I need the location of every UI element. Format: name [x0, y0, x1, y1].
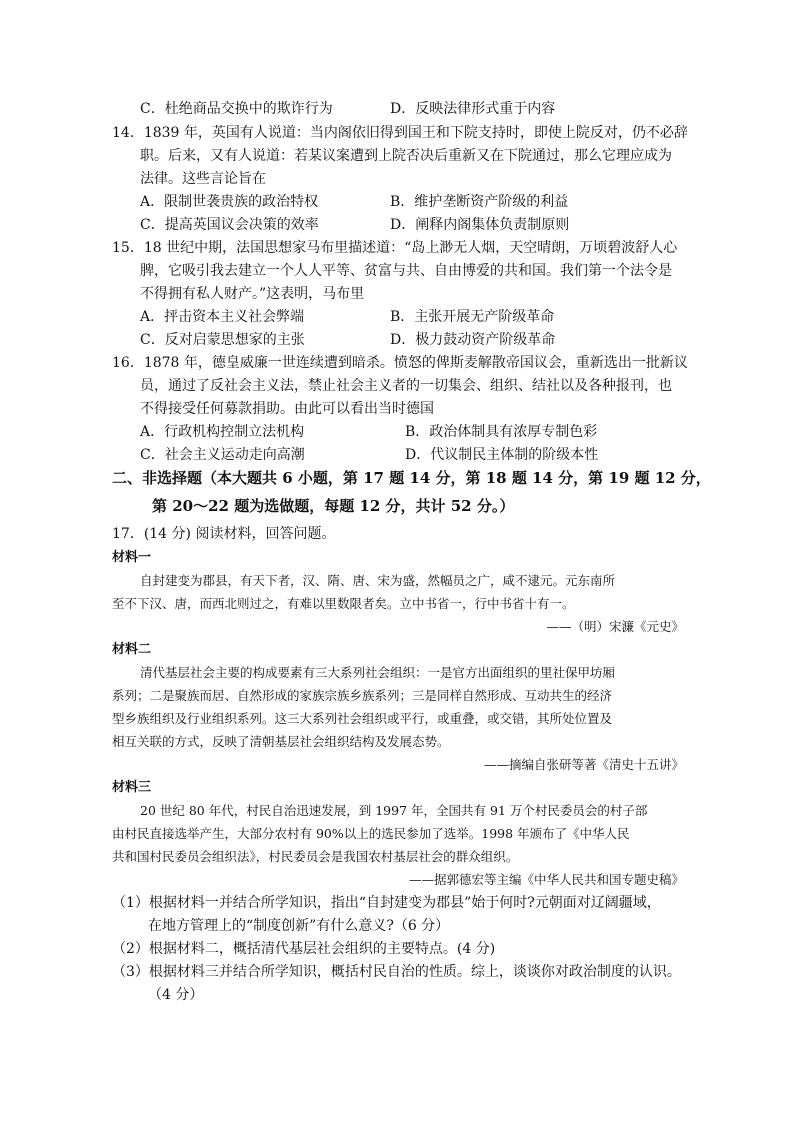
material-3-line-3: 共和国村民委员会组织法》，村民委员会是我国农村基层社会的群众组织。: [112, 849, 519, 864]
q16-stem-line-2: 员，通过了反社会主义法，禁止社会主义者的一切集会、组织、结社以及各种报刊，也: [140, 378, 672, 394]
q17-sub1-line-1: （1）根据材料一并结合所学知识，指出“自封建变为郡县”始于何时?元朝面对辽阔疆域，: [112, 895, 661, 911]
q15-stem-line-3: 不得拥有私人财产。”这表明，马布里: [140, 286, 365, 302]
q15-option-c: C．反对启蒙思想家的主张: [140, 332, 305, 348]
material-2-line-2: 系列；二是聚族而居、自然形成的家族宗族乡族系列；三是同样自然形成、互动共生的经济: [112, 688, 613, 703]
q14-stem-line-3: 法律。这些言论旨在: [140, 171, 266, 187]
q15-option-b: B．主张开展无产阶级革命: [390, 309, 555, 325]
q16-stem-line-3: 不得接受任何募款捐助。由此可以看出当时德国: [140, 401, 434, 417]
q14-option-b: B．维护垄断资产阶级的利益: [390, 194, 569, 210]
q16-option-d: D．代议制民主体制的阶级本性: [405, 447, 599, 463]
material-2-source: ——摘编自张研等著《清史十五讲》: [483, 757, 684, 772]
section2-heading-line-1: 二、非选择题（本大题共 6 小题，第 17 题 14 分，第 18 题 14 分，第 19 题 12 分，: [112, 469, 711, 487]
material-1-line-1: 自封建变为郡县，有天下者，汉、隋、唐、宋为盛，然幅员之广，咸不逮元。元东南所: [140, 573, 616, 588]
material-3-source: ——据郭德宏等主编《中华人民共和国专题史稿》: [408, 872, 684, 887]
material-2-line-1: 清代基层社会主要的构成要素有三大系列社会组织：一是官方出面组织的里社保甲坊厢: [140, 665, 616, 680]
q14-option-c: C．提高英国议会决策的效率: [140, 217, 319, 233]
q15-option-d: D．极力鼓动资产阶级革命: [390, 332, 556, 348]
material-3-line-2: 由村民直接选举产生，大部分农村有 90%以上的选民参加了选举。1998 年颁布了《中华人民: [112, 826, 630, 841]
q17-sub1-line-2: 在地方管理上的“制度创新”有什么意义?（6 分）: [148, 918, 450, 934]
q14-option-a: A．限制世袭贵族的政治特权: [140, 194, 319, 210]
q15-option-a: A．抨击资本主义社会弊端: [140, 309, 305, 325]
section2-heading-line-2: 第 20～22 题为选做题，每题 12 分，共计 52 分。）: [152, 497, 515, 515]
q15-stem-line-1: 15．18 世纪中期，法国思想家马布里描述道：“岛上渺无人烟，天空晴朗，万顷碧波舒人心: [112, 240, 678, 256]
q14-option-d: D．阐释内阁集体负责制原则: [390, 217, 570, 233]
q17-sub2-line-1: （2）根据材料二，概括清代基层社会组织的主要特点。(4 分): [112, 941, 496, 957]
material-2-line-4: 相互关联的方式，反映了清朝基层社会组织结构及发展态势。: [112, 734, 450, 749]
q16-option-a: A．行政机构控制立法机构: [140, 424, 305, 440]
q17-sub3-line-1: （3）根据材料三并结合所学知识，概括村民自治的性质。综上，谈谈你对政治制度的认识。: [112, 964, 681, 980]
q16-stem-line-1: 16．1878 年，德皇威廉一世连续遭到暗杀。愤怒的俾斯麦解散帝国议会，重新选出一批新议: [112, 355, 688, 371]
q17-sub3-line-2: （4 分）: [148, 987, 204, 1003]
material-3-line-1: 20 世纪 80 年代，村民自治迅速发展，到 1997 年，全国共有 91 万个村民委员会的村子部: [140, 803, 648, 818]
q13-option-d: D．反映法律形式重于内容: [390, 101, 556, 117]
q16-option-b: B．政治体制具有浓厚专制色彩: [405, 424, 598, 440]
q13-option-c: C．杜绝商品交换中的欺诈行为: [140, 101, 333, 117]
q15-stem-line-2: 脾，它吸引我去建立一个人人平等、贫富与共、自由博爱的共和国。我们第一个法令是: [140, 263, 672, 279]
q16-option-c: C．社会主义运动走向高潮: [140, 447, 305, 463]
material-2-line-3: 型乡族组织及行业组织系列。这三大系列社会组织或平行，或重叠，或交错，其所处位置及: [112, 711, 613, 726]
material-1-source: ——（明）宋濂《元史》: [546, 619, 684, 634]
q14-stem-line-1: 14．1839 年，英国有人说道：当内阁依旧得到国王和下院支持时，即使上院反对，仍不必辞: [112, 125, 688, 141]
material-2-label: 材料二: [112, 642, 152, 657]
q14-stem-line-2: 职。后来，又有人说道：若某议案遭到上院否决后重新又在下院通过，那么它理应成为: [140, 148, 672, 164]
q17-intro: 17．(14 分) 阅读材料，回答问题。: [112, 526, 336, 542]
material-1-line-2: 至不下汉、唐，而西北则过之，有难以里数限者矣。立中书省一，行中书省十有一。: [112, 596, 575, 611]
material-1-label: 材料一: [112, 550, 152, 565]
material-3-label: 材料三: [112, 780, 152, 795]
